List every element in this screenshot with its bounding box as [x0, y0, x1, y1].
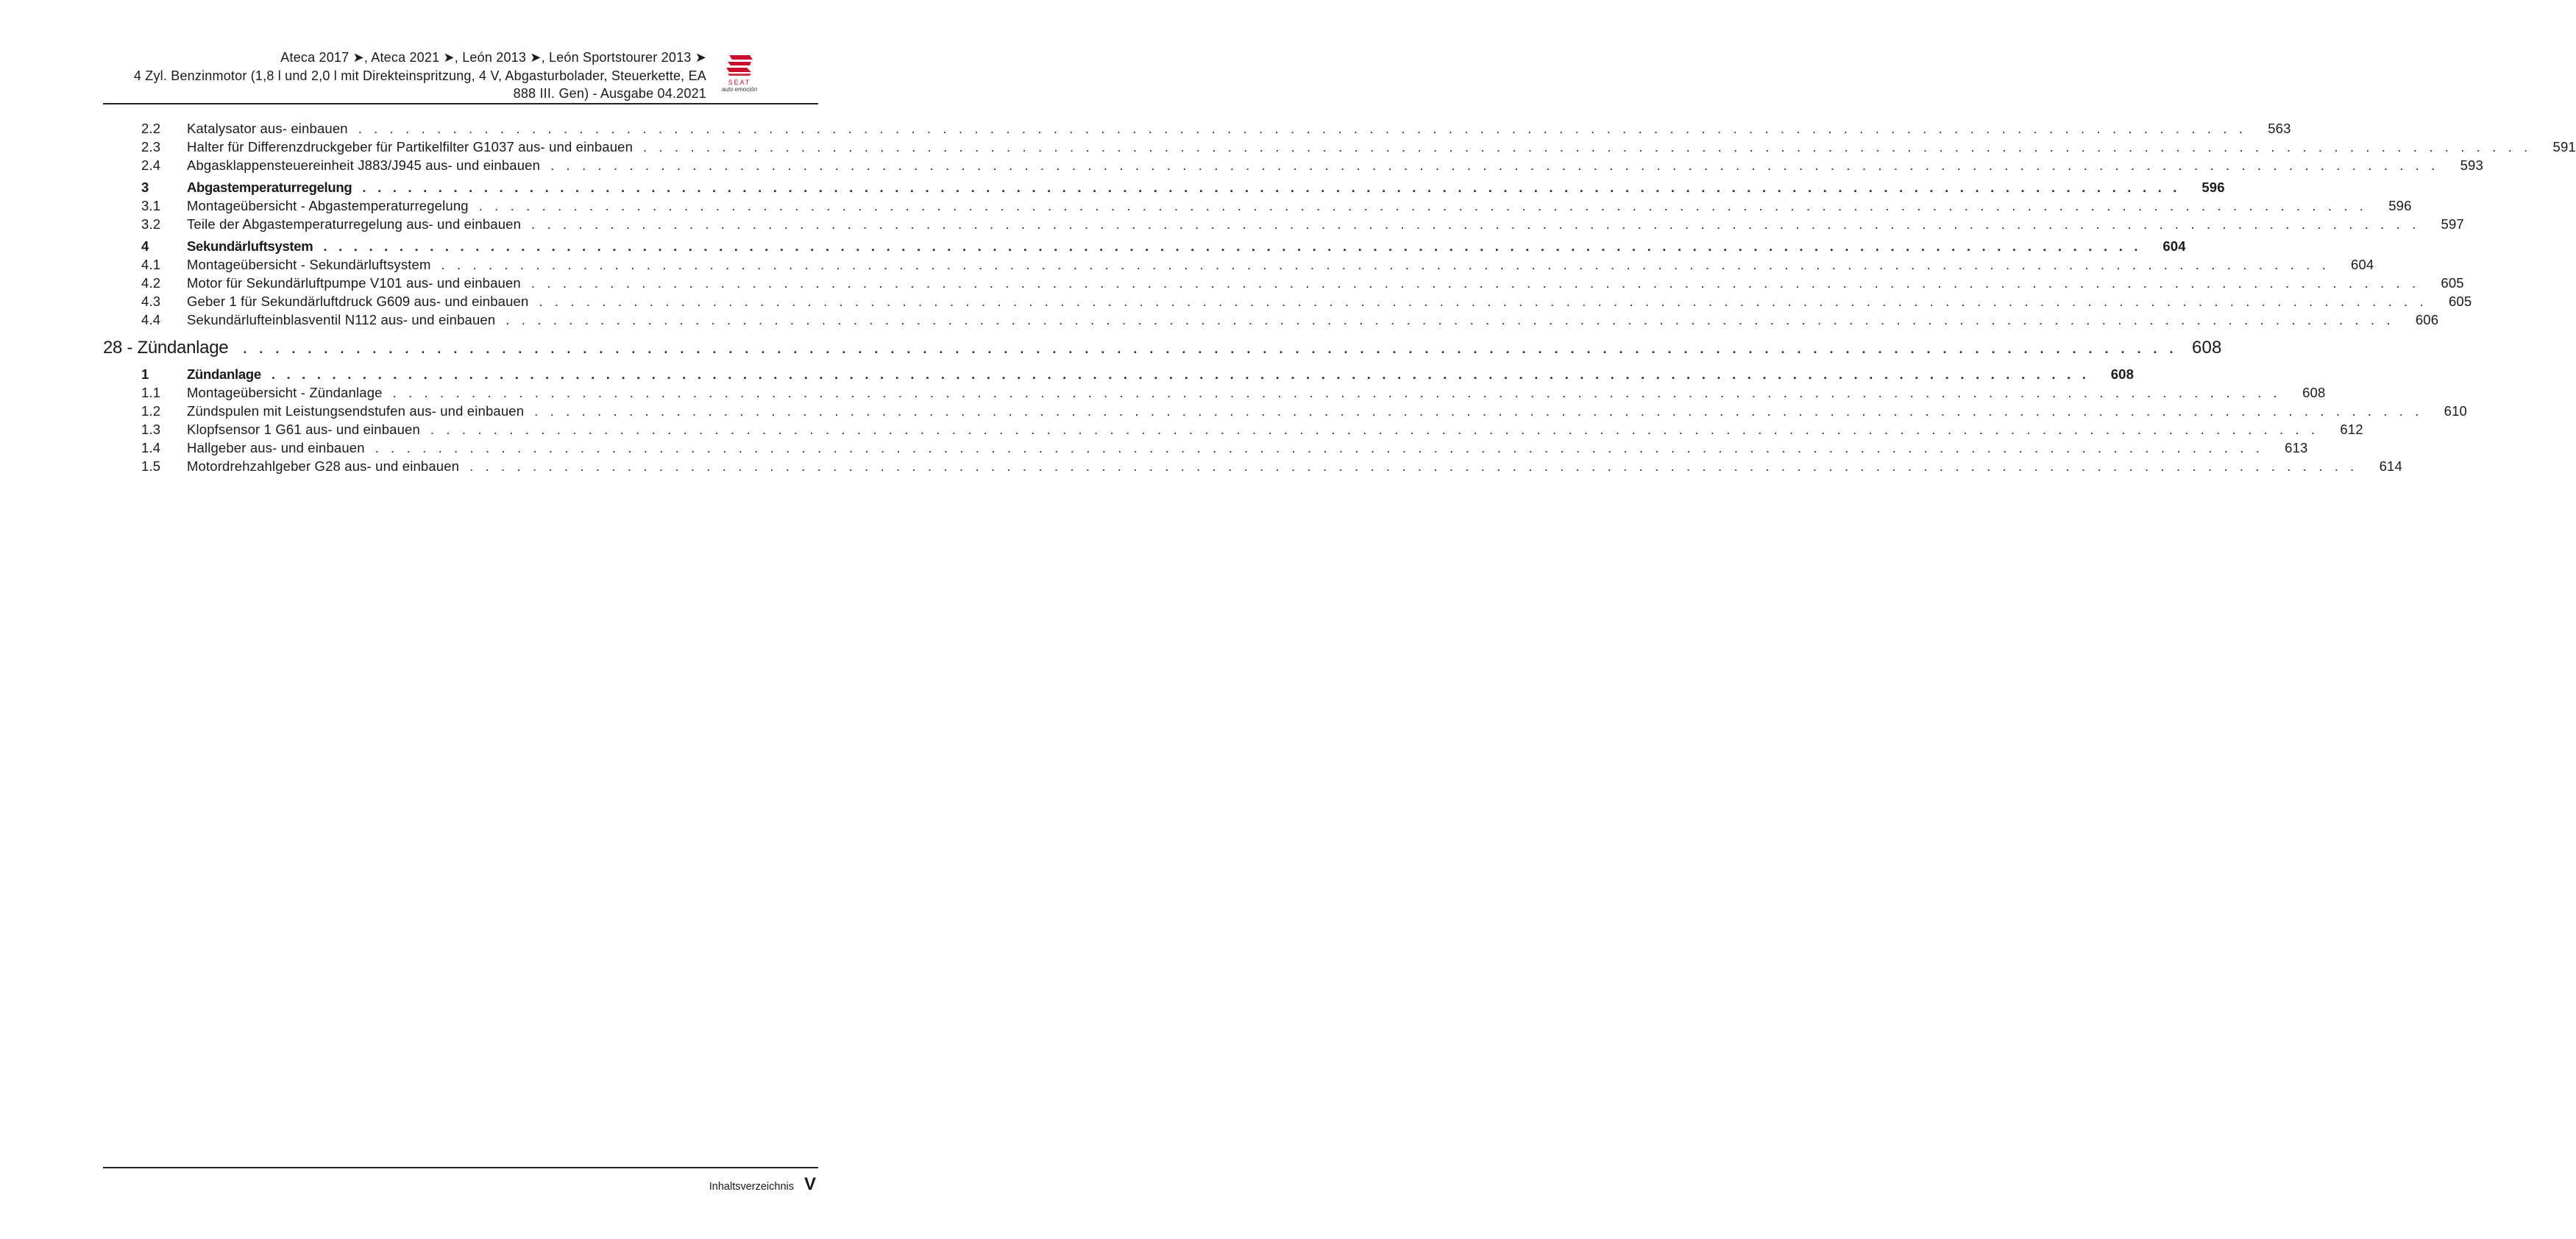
- toc-entry-title: Montageübersicht - Sekundärluftsystem: [187, 257, 431, 272]
- toc-entry-title: Motordrehzahlgeber G28 aus- und einbauen: [187, 458, 460, 474]
- page-header: [103, 44, 765, 103]
- toc-entry-number: 1: [141, 366, 149, 382]
- toc-entry-number: 2.3: [141, 139, 161, 155]
- toc-chapter-entry[interactable]: [103, 338, 2222, 363]
- toc-entry[interactable]: [103, 403, 2467, 422]
- toc-entry-title: Geber 1 für Sekundärluftdruck G609 aus- und einbauen: [187, 294, 529, 309]
- header-line-2: 4 Zyl. Benzinmotor (1,8 l und 2,0 l mit Direkteinspritzung, 4 V, Abgasturbolader, Steuerkette, EA: [133, 68, 706, 83]
- toc-entry-title: 28 - Zündanlage: [103, 338, 229, 358]
- toc-entry-title: Abgastemperaturregelung: [187, 180, 352, 195]
- toc-entry[interactable]: [103, 312, 2439, 330]
- toc-entry[interactable]: [103, 458, 2402, 477]
- toc-entry-title: Montageübersicht - Abgastemperaturregelung: [187, 198, 469, 213]
- toc-entry-title: Sekundärluftsystem: [187, 238, 313, 254]
- toc-entry[interactable]: [103, 422, 2363, 440]
- toc-entry-page: 612: [2340, 422, 2363, 437]
- toc-entry[interactable]: [103, 157, 2483, 176]
- toc-entry-title: Katalysator aus- einbauen: [187, 121, 348, 136]
- toc-leader-dots: . . . . . . . . . . . . . . . . . . . . . . . . . . . . . . . . . . . . . . . . . . . . . . . . . . . . . . . . . . . . . . . . . . . . . . . . . . . . . . . . . . . . . . . . . . . . . . . . . . . . . . . . . . . . . . . . . . . . . . . .: [323, 238, 2142, 254]
- footer-section-label: Inhaltsverzeichnis: [709, 1181, 794, 1193]
- toc-entry-title: Zündspulen mit Leistungsendstufen aus- und einbauen: [187, 403, 525, 419]
- toc-entry[interactable]: [103, 198, 2412, 216]
- toc-entry-number: 1.3: [141, 422, 161, 437]
- header-title: [59, 49, 706, 103]
- header-line-3: 888 III. Gen) - Ausgabe 04.2021: [513, 86, 706, 101]
- header-line-1: Ateca 2017 ➤, Ateca 2021 ➤, León 2013 ➤, León Sportstourer 2013 ➤: [280, 50, 706, 65]
- table-of-contents: [103, 121, 2576, 477]
- toc-entry-page: 593: [2460, 157, 2483, 173]
- toc-entry-page: 610: [2444, 403, 2467, 419]
- toc-entry-page: 608: [2192, 338, 2222, 358]
- toc-leader-dots: . . . . . . . . . . . . . . . . . . . . . . . . . . . . . . . . . . . . . . . . . . . . . . . . . . . . . . . . . . . . . . . . . . . . . . . . . . . . . . . . . . . . . . . . . . . . . . . . . . . . . . . . . . . . . . . . . . . . . . . .: [534, 403, 2423, 419]
- toc-entry-number: 1.1: [141, 385, 161, 400]
- toc-entry-page: 608: [2110, 366, 2135, 382]
- toc-entry-title: Sekundärlufteinblasventil N112 aus- und einbauen: [187, 312, 496, 327]
- toc-entry-number: 1.4: [141, 440, 161, 455]
- toc-entry-title: Abgasklappensteuereinheit J883/J945 aus- und einbauen: [187, 157, 541, 173]
- toc-entry[interactable]: [103, 216, 2464, 235]
- seat-logo: [714, 53, 765, 97]
- toc-section-entry[interactable]: [103, 180, 2225, 198]
- toc-entry-number: 4.3: [141, 294, 161, 309]
- toc-leader-dots: . . . . . . . . . . . . . . . . . . . . . . . . . . . . . . . . . . . . . . . . . . . . . . . . . . . . . . . . . . . . . . . . . . . . . . . . . . . . . . . . . . . . . . . . . . . . . . . . . . . . . . . . . . . . . . . . . . . . . . . .: [478, 198, 2368, 213]
- toc-entry-page: 563: [2268, 121, 2291, 136]
- toc-entry-title: Montageübersicht - Zündanlage: [187, 385, 383, 400]
- toc-entry[interactable]: [103, 275, 2464, 294]
- toc-entry-page: 597: [2441, 216, 2464, 232]
- toc-entry-page: 604: [2351, 257, 2374, 272]
- toc-entry-page: 596: [2201, 180, 2225, 195]
- toc-entry-number: 4.1: [141, 257, 161, 272]
- seat-logo-icon: [725, 53, 754, 78]
- toc-leader-dots: . . . . . . . . . . . . . . . . . . . . . . . . . . . . . . . . . . . . . . . . . . . . . . . . . . . . . . . . . . . . . . . . . . . . . . . . . . . . . . . . . . . . . . . . . . . . . . . . . . . . . . . . . . . . . . . . . . . . . . . .: [358, 121, 2247, 136]
- toc-entry-page: 591: [2552, 139, 2576, 155]
- footer-divider: [103, 1167, 818, 1168]
- toc-entry-page: 606: [2415, 312, 2439, 327]
- footer-page-number: V: [803, 1174, 816, 1194]
- header-divider: [103, 103, 818, 104]
- toc-entry-page: 608: [2302, 385, 2326, 400]
- toc-leader-dots: . . . . . . . . . . . . . . . . . . . . . . . . . . . . . . . . . . . . . . . . . . . . . . . . . . . . . . . . . . . . . . . . . . . . . . . . . . . . . . . . . . . . . . . . . . . . . . . . . . . . . . . . . . . . . . . . . . . . . . . .: [550, 157, 2439, 173]
- toc-entry-number: 2.4: [141, 157, 161, 173]
- toc-leader-dots: . . . . . . . . . . . . . . . . . . . . . . . . . . . . . . . . . . . . . . . . . . . . . . . . . . . . . . . . . . . . . . . . . . . . . . . . . . . . . . . . . . . . . . . . . . . . . . . . . . . . . . . . . . . . . . . . . . . . . . . .: [430, 422, 2319, 437]
- toc-leader-dots: . . . . . . . . . . . . . . . . . . . . . . . . . . . . . . . . . . . . . . . . . . . . . . . . . . . . . . . . . . . . . . . . . . . . . . . . . . . . . . . . . . . . . . . . . . . . . . . . . . . . . . . . . . . . . . . . . . . . . . . .: [531, 216, 2420, 232]
- toc-entry-title: Klopfsensor 1 G61 aus- und einbauen: [187, 422, 420, 437]
- toc-leader-dots: . . . . . . . . . . . . . . . . . . . . . . . . . . . . . . . . . . . . . . . . . . . . . . . . . . . . . . . . . . . . . . . . . . . . . . . . . . . . . . . . . . . . . . . . . . . . . . . . . . . . . . . . . . . . . . . . . . . . . . . .: [505, 312, 2395, 327]
- logo-wordmark: SEAT: [728, 79, 751, 86]
- toc-entry[interactable]: [103, 294, 2472, 312]
- toc-entry-number: 2.2: [141, 121, 161, 136]
- toc-entry[interactable]: [103, 139, 2576, 157]
- toc-entry-number: 1.5: [141, 458, 161, 474]
- toc-leader-dots: . . . . . . . . . . . . . . . . . . . . . . . . . . . . . . . . . . . . . . . . . . . . . . . . . . . . . . . . . . . . . . . . . . . . . . . . . . . . . . . . . . . . . . . . . . . . . . . . . . . . . . . . . . . . . . . . . . . . . . . .: [441, 257, 2330, 272]
- toc-entry-title: Zündanlage: [187, 366, 261, 382]
- toc-entry-page: 596: [2388, 198, 2412, 213]
- toc-entry-page: 604: [2162, 238, 2186, 254]
- toc-entry-page: 614: [2379, 458, 2402, 474]
- toc-entry[interactable]: [103, 257, 2374, 275]
- toc-entry-number: 3.1: [141, 198, 161, 213]
- toc-entry-title: Hallgeber aus- und einbauen: [187, 440, 365, 455]
- toc-entry-number: 4.2: [141, 275, 161, 291]
- toc-entry-number: 3.2: [141, 216, 161, 232]
- toc-entry-number: 4.4: [141, 312, 161, 327]
- toc-leader-dots: . . . . . . . . . . . . . . . . . . . . . . . . . . . . . . . . . . . . . . . . . . . . . . . . . . . . . . . . . . . . . . . . . . . . . . . . . . . . . . . . . . . . . . . . . . . . . . . . . . . . . . . . . . . . . . . . . . . . . . . .: [243, 341, 2178, 356]
- toc-leader-dots: . . . . . . . . . . . . . . . . . . . . . . . . . . . . . . . . . . . . . . . . . . . . . . . . . . . . . . . . . . . . . . . . . . . . . . . . . . . . . . . . . . . . . . . . . . . . . . . . . . . . . . . . . . . . . . . . . . . . . . . .: [362, 180, 2181, 195]
- toc-entry-page: 613: [2285, 440, 2308, 455]
- toc-leader-dots: . . . . . . . . . . . . . . . . . . . . . . . . . . . . . . . . . . . . . . . . . . . . . . . . . . . . . . . . . . . . . . . . . . . . . . . . . . . . . . . . . . . . . . . . . . . . . . . . . . . . . . . . . . . . . . . . . . . . . . . .: [643, 139, 2532, 155]
- toc-leader-dots: . . . . . . . . . . . . . . . . . . . . . . . . . . . . . . . . . . . . . . . . . . . . . . . . . . . . . . . . . . . . . . . . . . . . . . . . . . . . . . . . . . . . . . . . . . . . . . . . . . . . . . . . . . . . . . . . . . . . . . . .: [539, 294, 2428, 309]
- toc-entry-page: 605: [2448, 294, 2472, 309]
- toc-entry-number: 1.2: [141, 403, 161, 419]
- toc-entry[interactable]: [103, 121, 2291, 139]
- toc-leader-dots: . . . . . . . . . . . . . . . . . . . . . . . . . . . . . . . . . . . . . . . . . . . . . . . . . . . . . . . . . . . . . . . . . . . . . . . . . . . . . . . . . . . . . . . . . . . . . . . . . . . . . . . . . . . . . . . . . . . . . . . .: [375, 440, 2264, 455]
- toc-leader-dots: . . . . . . . . . . . . . . . . . . . . . . . . . . . . . . . . . . . . . . . . . . . . . . . . . . . . . . . . . . . . . . . . . . . . . . . . . . . . . . . . . . . . . . . . . . . . . . . . . . . . . . . . . . . . . . . . . . . . . . . .: [469, 458, 2358, 474]
- toc-leader-dots: . . . . . . . . . . . . . . . . . . . . . . . . . . . . . . . . . . . . . . . . . . . . . . . . . . . . . . . . . . . . . . . . . . . . . . . . . . . . . . . . . . . . . . . . . . . . . . . . . . . . . . . . . . . . . . . . . . . . . . . .: [392, 385, 2282, 400]
- toc-leader-dots: . . . . . . . . . . . . . . . . . . . . . . . . . . . . . . . . . . . . . . . . . . . . . . . . . . . . . . . . . . . . . . . . . . . . . . . . . . . . . . . . . . . . . . . . . . . . . . . . . . . . . . . . . . . . . . . . . . . . . . . .: [531, 275, 2420, 291]
- toc-entry-title: Motor für Sekundärluftpumpe V101 aus- und einbauen: [187, 275, 521, 291]
- toc-entry[interactable]: [103, 385, 2326, 403]
- toc-entry-number: 3: [141, 180, 149, 195]
- logo-tagline: auto emoción: [721, 86, 758, 93]
- toc-leader-dots: . . . . . . . . . . . . . . . . . . . . . . . . . . . . . . . . . . . . . . . . . . . . . . . . . . . . . . . . . . . . . . . . . . . . . . . . . . . . . . . . . . . . . . . . . . . . . . . . . . . . . . . . . . . . . . . . . . . . . . . .: [271, 366, 2090, 382]
- toc-section-entry[interactable]: [103, 366, 2135, 385]
- toc-entry[interactable]: [103, 440, 2308, 458]
- toc-entry-page: 605: [2441, 275, 2464, 291]
- toc-section-entry[interactable]: [103, 238, 2186, 257]
- toc-entry-title: Teile der Abgastemperaturregelung aus- und einbauen: [187, 216, 522, 232]
- toc-entry-number: 4: [141, 238, 149, 254]
- toc-entry-title: Halter für Differenzdruckgeber für Partikelfilter G1037 aus- und einbauen: [187, 139, 634, 155]
